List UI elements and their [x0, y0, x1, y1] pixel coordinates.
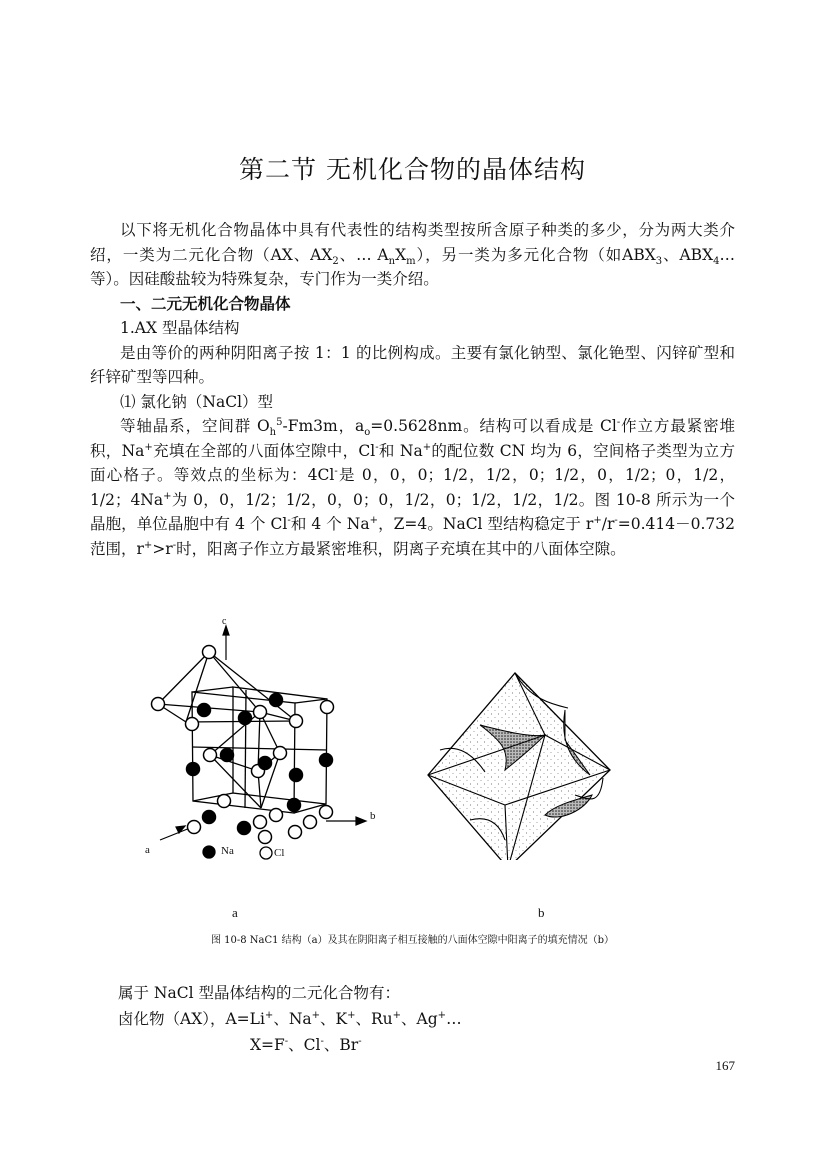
cl-atom: [186, 718, 199, 731]
cl-atom: [320, 806, 333, 819]
cl-atom: [270, 809, 283, 822]
cl-atom: [152, 698, 165, 711]
axis-c-label: c: [222, 616, 227, 627]
cl-atom: [259, 831, 272, 844]
halide-anions: X=F-、Cl-、Br-: [250, 1035, 362, 1054]
na-atom: [221, 749, 234, 762]
axis-a-label: a: [145, 844, 150, 856]
na-atom: [259, 757, 272, 770]
cl-atom: [274, 747, 287, 760]
axis-b-arrow: [356, 817, 366, 825]
na-atom: [270, 694, 283, 707]
na-atom: [187, 763, 200, 776]
legend-cl-label: Cl: [274, 847, 285, 859]
nacl-compounds-list: [118, 980, 462, 1058]
legend-cl-marker: [260, 847, 272, 859]
cl-atom: [203, 646, 216, 659]
axis-c-arrow: [223, 626, 229, 635]
panel-b-label: b: [538, 905, 545, 920]
na-atom: [203, 811, 216, 824]
na-atom: [288, 799, 301, 812]
cl-atom: [254, 706, 267, 719]
na-atom: [198, 704, 211, 717]
axis-b-label: b: [370, 810, 376, 822]
heading-ax-structure: 1.AX 型晶体结构: [120, 319, 240, 337]
cl-atom: [321, 701, 334, 714]
figure-drawing: [0, 600, 825, 860]
panel-a-label: a: [232, 905, 238, 920]
page-number: 167: [715, 1058, 735, 1073]
legend-na-marker: [203, 846, 215, 858]
cl-atom: [254, 816, 267, 829]
axis-a-line: [160, 828, 190, 840]
figure-10-8: [0, 600, 825, 860]
heading-binary-compounds: 一、二元无机化合物晶体: [120, 293, 291, 313]
halide-cations: 卤化物（AX），A=Li+、Na+、K+、Ru+、Ag+…: [118, 1009, 462, 1028]
octahedral-void-drawing: [428, 673, 610, 860]
heading-nacl-type: ⑴ 氯化钠（NaCl）型: [120, 392, 274, 411]
nacl-unit-cell: [158, 652, 327, 813]
legend-na-label: Na: [221, 845, 234, 857]
cl-atom: [304, 816, 317, 829]
nacl-paragraph: 等轴晶系，空间群 $O_h^5-Fm3m$，$a_o=0.5628nm$。结构可以看成是 Cl-作立方最紧密堆积，Na+充填在全部的八面体空隙中，Cl-和 Na+的配位数 CN 均为 6，空间格子类型为立方面心格子。等效点的坐标为：4Cl-是 0，0，0；1/2，1/2，0；1/2，0，1/2；0，1/2，1/2；4Na+为 0，0，1/2；1/2，0，0；0，1/2，0；1/2，1/2，1/2。图 10-8 所示为一个晶胞，单位晶胞中有 4 个 Cl-和 4 个 Na+，Z=4。NaCl 型结构稳定于 r+/r-=0.414－0.732 范围，r+>r-时，阳离子作立方最紧密堆积，阴离子充填在其中的八面体空隙。: [90, 416, 735, 558]
cl-atom: [218, 795, 231, 808]
figure-caption: 图 10-8 NaC1 结构（a）及其在阴阳离子相互接触的八面体空隙中阳离子的填充情况（b）: [210, 935, 615, 946]
na-atom: [320, 754, 333, 767]
section-title: 第二节 无机化合物的晶体结构: [239, 155, 586, 184]
intro-paragraph: 以下将无机化合物晶体中具有代表性的结构类型按所含原子种类的多少，分为两大类介绍，一类为二元化合物（AX、$AX_2$、… $A_nX_m$），另一类为多元化合物（如$ABX_3$、$ABX_4\dots$等）。因硅酸盐较为特殊复杂，专门作为一类介绍。: [90, 221, 735, 288]
cl-atom: [204, 749, 217, 762]
na-atom: [239, 712, 252, 725]
cl-atom: [290, 715, 303, 728]
ax-paragraph: 是由等价的两种阴阳离子按 1：1 的比例构成。主要有氯化钠型、氯化铯型、闪锌矿型和纤锌矿型等四种。: [90, 343, 735, 386]
cl-atom: [188, 821, 201, 834]
na-atom: [238, 822, 251, 835]
na-atom: [290, 769, 303, 782]
main-text: [90, 218, 735, 561]
cl-atom: [289, 826, 302, 839]
compounds-intro: 属于 NaCl 型晶体结构的二元化合物有：: [118, 984, 400, 1002]
